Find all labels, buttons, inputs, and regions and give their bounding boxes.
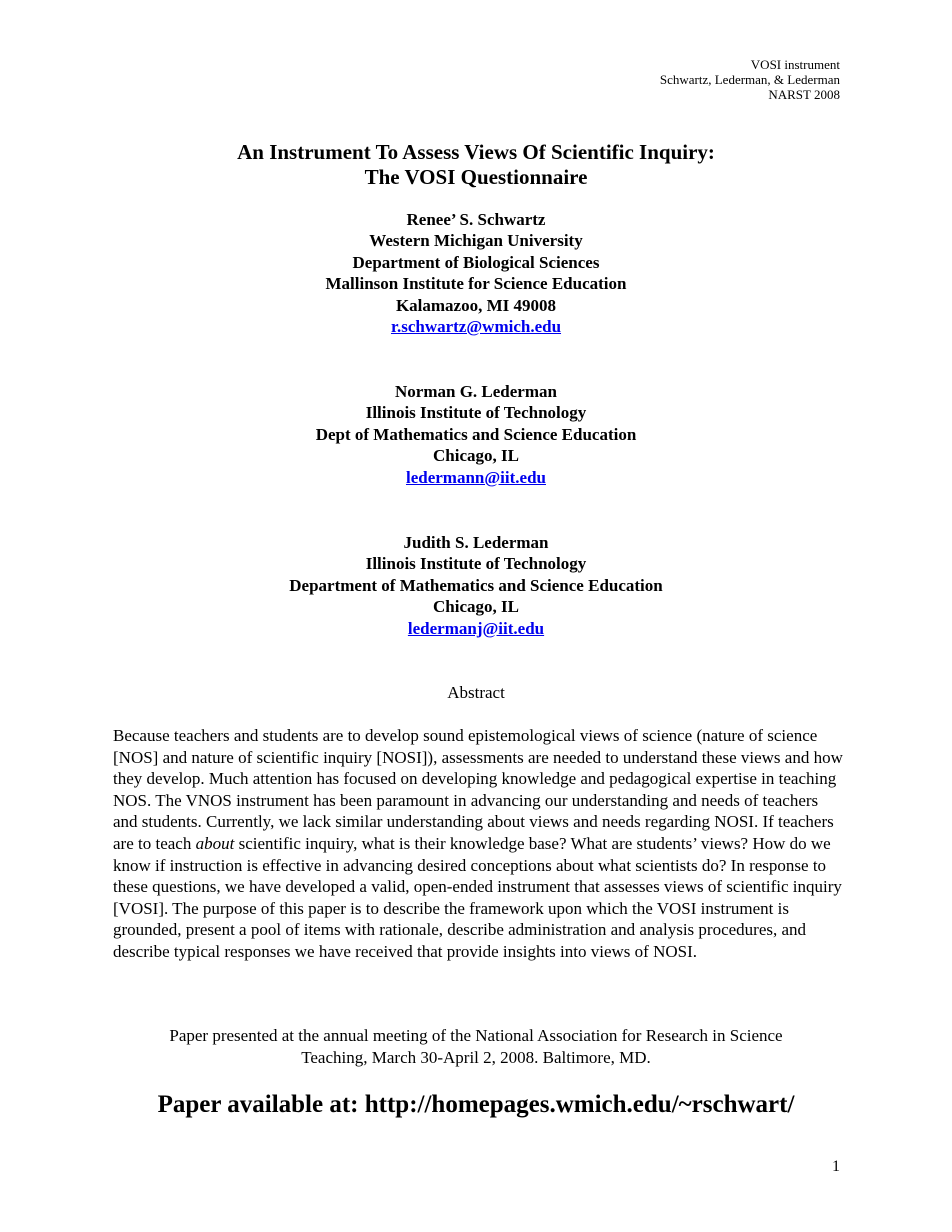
author-email-link[interactable]: r.schwartz@wmich.edu: [390, 317, 562, 337]
author-affiliation: Mallinson Institute for Science Education: [325, 274, 627, 294]
author-location: Chicago, IL: [433, 597, 519, 617]
running-header-line-1: VOSI instrument: [750, 57, 840, 72]
author-affiliation: Department of Biological Sciences: [352, 252, 600, 272]
abstract-text: Because teachers and students are to develop sound epistemological views of science (nature of science [NOS] and nature of scientific inquiry [NOSI]), assessments are needed to understand these views and how they develop. Much attention has focused on developing knowledge and pedagogical expertise in teaching NOS. The VNOS instrument has been paramount in advancing our understanding and needs of teachers and students. Currently, we lack similar understanding about views and needs regarding NOSI. If teachers are to teach: [113, 726, 843, 853]
abstract-text: scientific inquiry, what is their knowledge base? What are students’ views? How do we know if instruction is effective in advancing desired conceptions about what scientists do? In response to these questions, we have developed a valid, open-ended instrument that assesses views of scientific inquiry [VOSI]. The purpose of this paper is to describe the framework upon which the VOSI instrument is grounded, present a pool of items with rationale, describe administration and analysis procedures, and describe typical responses we have received that provide insights into views of NOSI.: [113, 833, 842, 961]
running-header: [660, 57, 840, 102]
author-location: Kalamazoo, MI 49008: [395, 295, 557, 315]
presentation-note: [0, 1025, 952, 1069]
author-name: Norman G. Lederman: [395, 382, 557, 401]
paper-title-line-1: An Instrument To Assess Views Of Scientific Inquiry:: [237, 140, 715, 164]
author-affiliation: Dept of Mathematics and Science Education: [315, 424, 637, 444]
paper-availability: Paper available at: http://homepages.wmich.edu/~rschwart/: [157, 1091, 795, 1118]
author-block-n-lederman: [0, 381, 952, 488]
author-affiliation: Department of Mathematics and Science Education: [289, 575, 663, 595]
presentation-note-line-2: Teaching, March 30-April 2, 2008. Baltimore, MD.: [301, 1048, 651, 1067]
author-block-schwartz: [0, 209, 952, 337]
running-header-line-3: NARST 2008: [768, 87, 840, 102]
running-header-line-2: Schwartz, Lederman, & Lederman: [659, 72, 840, 87]
abstract-emphasis: about: [195, 833, 235, 853]
paper-title: [0, 140, 952, 190]
abstract-heading: Abstract: [447, 683, 505, 702]
author-location: Chicago, IL: [433, 446, 519, 466]
presentation-note-line-1: Paper presented at the annual meeting of the National Association for Research in Science: [169, 1026, 783, 1045]
author-name: Renee’ S. Schwartz: [406, 210, 546, 229]
abstract-body: [113, 725, 843, 963]
author-email-link[interactable]: ledermann@iit.edu: [405, 467, 546, 487]
author-affiliation: Western Michigan University: [369, 231, 583, 251]
paper-title-line-2: The VOSI Questionnaire: [364, 165, 588, 189]
author-affiliation: Illinois Institute of Technology: [365, 403, 587, 423]
author-email-link[interactable]: ledermanj@iit.edu: [407, 618, 545, 638]
author-name: Judith S. Lederman: [403, 533, 549, 552]
author-affiliation: Illinois Institute of Technology: [365, 554, 587, 574]
author-block-j-lederman: [0, 532, 952, 639]
page-number: 1: [832, 1158, 840, 1175]
